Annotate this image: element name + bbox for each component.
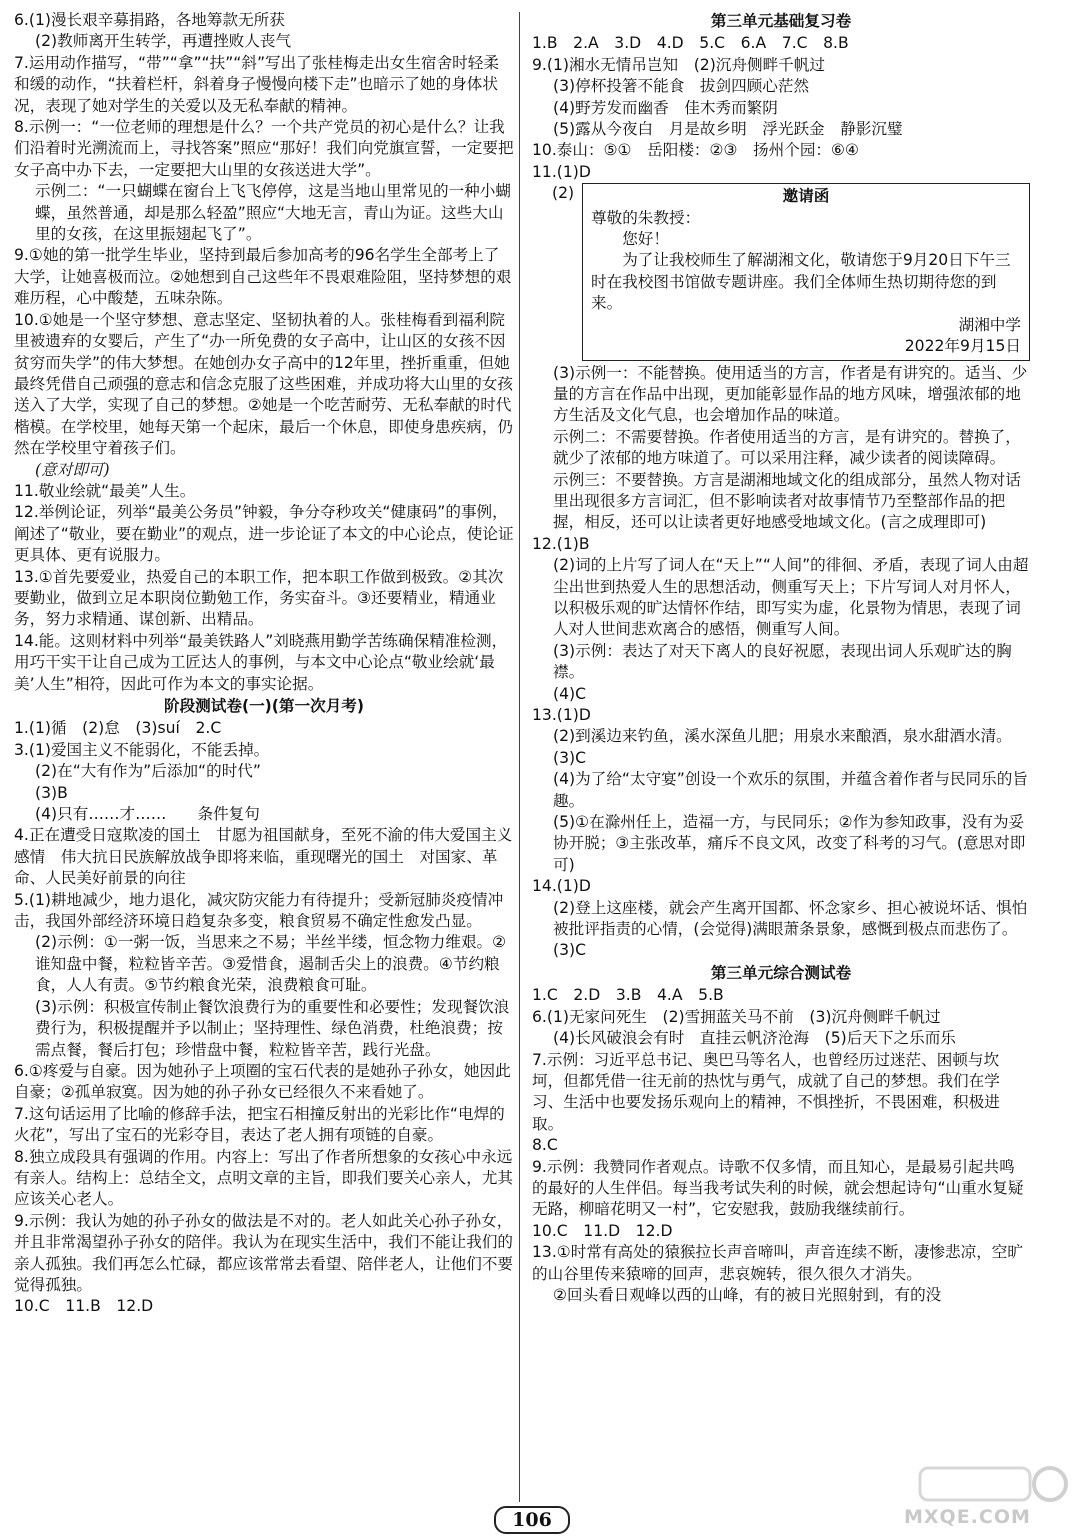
answer-line: 10.C 11.B 12.D bbox=[14, 1297, 154, 1316]
answer-line: 12.举例论证，列举“最美公务员”钟毅，争分夺秒攻关“健康码”的事例，阐述了“敬业，要在勤业”的观点，进一步论证了本文的中心论点，使论证更具体、更有说服力。 bbox=[14, 503, 514, 565]
answer-line: 13.①时常有高处的猿猴拉长声音啼叫，声音连续不断，凄惨悲凉，空旷的山谷里传来猿啼的回声，悲哀婉转，很久很久才消失。 bbox=[532, 1243, 1023, 1283]
answer-line: (3)停杯投箸不能食 拔剑四顾心茫然 bbox=[553, 77, 810, 96]
section-heading: 第三单元综合测试卷 bbox=[710, 963, 852, 982]
answer-line: 示例二：不需要替换。作者使用适当的方言，是有讲究的。替换了，就少了浓郁的地方味道了。可以采用注释，减少读者的阅读障碍。 bbox=[553, 427, 1021, 468]
section-heading: 第三单元基础复习卷 bbox=[710, 12, 852, 30]
letter-title: 邀请函 bbox=[782, 187, 830, 206]
letter-body: 为了让我校师生了解湖湘文化，敬请您于9月20日下午三时在我校图书馆做专题讲座。我们全体师生热切期待您的到来。 bbox=[591, 251, 1011, 313]
letter-date: 2022年9月15日 bbox=[904, 337, 1021, 356]
right-column-bottom bbox=[532, 363, 1030, 1307]
answer-line: 8.独立成段具有强调的作用。内容上：写出了作者所想象的女孩心中永远有亲人。结构上：总结全文，点明文章的主旨，即我们要关心亲人，尤其应该关心老人。 bbox=[14, 1147, 514, 1209]
section-heading: 阶段测试卷(一)(第一次月考) bbox=[163, 697, 365, 715]
answer-line: 9.示例：我认为她的孙子孙女的做法是不对的。老人如此关心孙子孙女，并且非常渴望孙子孙女的陪伴。我认为在现实生活中，我们不能让我们的亲人孤独。我们再怎么忙碌，都应该常常去看望、陪伴老人，让他们不要觉得孤独。 bbox=[14, 1211, 514, 1294]
answer-line: 示例二：“一只蝴蝶在窗台上飞飞停停，这是当地山里常见的一种小蝴蝶，虽然普通，却是那么轻盈”照应“大地无言，青山为证。这些大山里的女孩，在这里振翅起飞了”。 bbox=[35, 182, 511, 244]
letter-greeting: 您好！ bbox=[622, 230, 669, 249]
answer-line: (5)露从今夜白 月是故乡明 浮光跃金 静影沉璧 bbox=[553, 120, 903, 139]
answer-line: ②回头看日观峰以西的山峰，有的被日光照射到，有的没 bbox=[553, 1285, 942, 1304]
invitation-letter-row bbox=[532, 183, 1030, 362]
page-number: 106 bbox=[494, 1506, 570, 1534]
right-column-top bbox=[532, 11, 1030, 183]
answer-line: 9.①她的第一批学生毕业，坚持到最后参加高考的96名学生全部考上了大学，让她喜极而泣。②她想到自己这些年不畏艰难险阻，坚持梦想的艰难历程，心中酸楚，五味杂陈。 bbox=[14, 246, 512, 308]
watermark-logo bbox=[900, 1462, 1070, 1530]
answer-line: 13.①首先要爱业，热爱自己的本职工作，把本职工作做到极致。②其次要勤业，做到立足本职岗位勤勉工作，务实奋斗。③还要精业，精通业务，努力求精通、谋创新、出精品。 bbox=[14, 567, 504, 629]
answer-line: (2)登上这座楼，就会产生离开国都、怀念家乡、担心被说坏话、惧怕被批评指责的心情，(会觉得)满眼萧条景象，感慨到极点而悲伤了。 bbox=[553, 898, 1028, 939]
answer-line: 14.(1)D bbox=[532, 877, 591, 896]
left-column bbox=[14, 10, 514, 1318]
answer-line: 7.这句话运用了比喻的修辞手法，把宝石相撞反射出的光彩比作“电焊的火花”，写出了宝石的光彩夺目，表达了老人拥有项链的自豪。 bbox=[14, 1104, 505, 1145]
answer-line: (2)到溪边来钓鱼，溪水深鱼儿肥；用泉水来酿酒，泉水甜酒水清。 bbox=[553, 727, 1012, 746]
answer-line: 1.(1)循 (2)怠 (3)suí 2.C bbox=[14, 719, 222, 738]
answer-line: (3)示例一：不能替换。使用适当的方言，作者是有讲究的。适当、少量的方言在作品中出现，更加能彰显作品的地方风味，增强浓郁的地方生活及文化气息，也会增加作品的味道。 bbox=[553, 363, 1028, 425]
letter-label: (2) bbox=[552, 184, 575, 203]
answer-line: 11.敬业绘就“最美”人生。 bbox=[14, 481, 196, 500]
answer-line: (3)B bbox=[35, 783, 68, 802]
answer-line: 6.(1)无家问死生 (2)雪拥蓝关马不前 (3)沉舟侧畔千帆过 bbox=[532, 1007, 941, 1026]
answer-line: (2)词的上片写了词人在“天上”“人间”的徘徊、矛盾，表现了词人由超尘出世到热爱人生的思想活动，侧重写天上；下片写词人对月怀人，以积极乐观的旷达情怀作结，即写实为虚，化景物为情思，表现了词人对人世间悲欢离合的感悟，侧重写人间。 bbox=[553, 556, 1029, 639]
letter-salutation: 尊敬的朱教授： bbox=[591, 208, 701, 227]
invitation-letter-box bbox=[582, 183, 1030, 360]
answer-line: 9.(1)湘水无情吊岂知 (2)沉舟侧畔千帆过 bbox=[532, 55, 825, 74]
answer-line: (意对即可) bbox=[35, 460, 110, 479]
answer-line: 9.示例：我赞同作者观点。诗歌不仅多情，而且知心，是最易引起共鸣的最好的人生伴侣。每当我考试失利的时候，就会想起诗句“山重水复疑无路，柳暗花明又一村”，它安慰我，鼓励我继续前行。 bbox=[532, 1157, 1024, 1219]
answer-line: (5)①在滁州任上，造福一方，与民同乐；②作为参知政事，没有为妥协开脱；③主张改革，痛斥不良文风，改变了科考的习气。(意思对即可) bbox=[553, 813, 1026, 874]
answer-line: (4)为了给“太守宴”创设一个欢乐的氛围，并蕴含着作者与民同乐的旨趣。 bbox=[553, 770, 1028, 810]
column-divider bbox=[519, 12, 520, 1502]
answer-line: 8.示例一：“一位老师的理想是什么？一个共产党员的初心是什么？让我们沿着时光溯流而上，寻找答案”照应“那好！我们向党旗宣誓，一定要把女子高中办下去，一定要把大山里的女孩送进大学”。 bbox=[14, 118, 514, 179]
answer-line: 11.(1)D bbox=[532, 162, 591, 181]
answer-line: 6.(1)漫长艰辛募捐路，各地筹款无所获 bbox=[14, 11, 285, 29]
answer-line: 12.(1)B bbox=[532, 534, 590, 553]
right-column bbox=[532, 10, 1030, 1306]
answer-line: (4)C bbox=[553, 684, 587, 703]
answer-line: 7.示例：习近平总书记、奥巴马等名人，也曾经历过迷茫、困顿与坎坷，但都凭借一往无前的热忱与勇气，成就了自己的梦想。我们在学习、生活中也要发扬乐观向上的精神，不惧挫折，不畏困难，积极进取。 bbox=[532, 1050, 1000, 1133]
answer-line: (4)长风破浪会有时 直挂云帆济沧海 (5)后天下之乐而乐 bbox=[553, 1029, 956, 1048]
answer-line: 10.①她是一个坚守梦想、意志坚定、坚韧执着的人。张桂梅看到福利院里被遗弃的女婴后，产生了“办一所免费的女子高中，让山区的女孩不因贫穷而失学”的伟大梦想。在她创办女子高中的12年里，挫折重重，但她最终凭借自己顽强的意志和信念克服了这些困难，并成功将大山里的女孩送入了大学，实现了自己的梦想。②她是一个吃苦耐劳、无私奉献的时代楷模。在学校里，她每天第一个起床，最后一个休息，即使身患疾病，仍然在学校里守着孩子们。 bbox=[14, 310, 514, 458]
answer-line: 3.(1)爱国主义不能弱化，不能丢掉。 bbox=[14, 740, 270, 759]
answer-line: (4)只有……才…… 条件复句 bbox=[35, 805, 260, 824]
answer-line: (3)示例：表达了对天下离人的良好祝愿，表现出词人乐观旷达的胸襟。 bbox=[553, 641, 1012, 682]
answer-line: (3)C bbox=[553, 941, 587, 960]
answer-line: 4.正在遭受日寇欺凌的国土 甘愿为祖国献身，至死不渝的伟大爱国主义感情 伟大抗日民族解放战争即将来临，重现曙光的国土 对国家、革命、人民美好前景的向往 bbox=[14, 826, 513, 888]
watermark-icon bbox=[900, 1462, 1070, 1506]
answer-line: (3)示例：积极宣传制止餐饮浪费行为的重要性和必要性；发现餐饮浪费行为，积极提醒并予以制止；坚持理性、绿色消费，杜绝浪费；按需点餐，餐后打包；珍惜盘中餐，粒粒皆辛苦，践行光盘。 bbox=[35, 997, 510, 1059]
answer-line: 示例三：不要替换。方言是湖湘地域文化的组成部分，虽然人物对话里出现很多方言词汇，但不影响读者对故事情节乃至整部作品的把握，相反，还可以让读者更好地感受地域文化。(言之成理即可) bbox=[553, 470, 1021, 532]
answer-line: 5.(1)耕地减少，地力退化，减灾防灾能力有待提升；受新冠肺炎疫情冲击，我国外部经济环境日趋复杂多变，粮食贸易不确定性愈发凸显。 bbox=[14, 890, 504, 931]
letter-signature: 湖湘中学 bbox=[958, 315, 1021, 334]
answer-line: 1.C 2.D 3.B 4.A 5.B bbox=[532, 986, 724, 1005]
answer-line: 10.泰山：⑤① 岳阳楼：②③ 扬州个园：⑥④ bbox=[532, 141, 859, 160]
answer-line: 6.①疼爱与自豪。因为她孙子上项圈的宝石代表的是她孙子孙女，她因此自豪；②孤单寂寞。因为她的孙子孙女已经很久不来看她了。 bbox=[14, 1061, 511, 1102]
answer-line: 10.C 11.D 12.D bbox=[532, 1221, 673, 1240]
answer-line: (3)C bbox=[553, 748, 587, 767]
answer-line: 14.能。这则材料中列举“最美铁路人”刘晓燕用勤学苦练确保精准检测，用巧干实干让自己成为工匠达人的事例，与本文中心论点“敬业绘就‘最美’人生”相符，因此可作为本文的事实论据。 bbox=[14, 631, 508, 693]
answer-line: 7.运用动作描写，“带”“拿”“扶”“斜”写出了张桂梅走出女生宿舍时轻柔和缓的动作，“扶着栏杆，斜着身子慢慢向楼下走”也暗示了她的身体状况，表现了她对学生的关爱以及无私奉献的精神。 bbox=[14, 53, 499, 115]
answer-line: 13.(1)D bbox=[532, 706, 591, 724]
answer-line: (4)野芳发而幽香 佳木秀而繁阴 bbox=[553, 98, 778, 117]
answer-line: (2)示例：①一粥一饭，当思来之不易；半丝半缕，恒念物力维艰。②谁知盘中餐，粒粒皆辛苦。③爱惜食，遏制舌尖上的浪费。④节约粮食，人人有责。⑤节约粮食光荣，浪费粮食可耻。 bbox=[35, 933, 507, 995]
answer-line: 1.B 2.A 3.D 4.D 5.C 6.A 7.C 8.B bbox=[532, 34, 849, 53]
answer-line: 8.C bbox=[532, 1136, 558, 1155]
answer-line: (2)在“大有作为”后添加“的时代” bbox=[35, 762, 261, 781]
answer-line: (2)教师离开生转学，再遭挫败人丧气 bbox=[35, 32, 292, 51]
watermark-text: MXQE.COM bbox=[904, 1506, 1031, 1528]
